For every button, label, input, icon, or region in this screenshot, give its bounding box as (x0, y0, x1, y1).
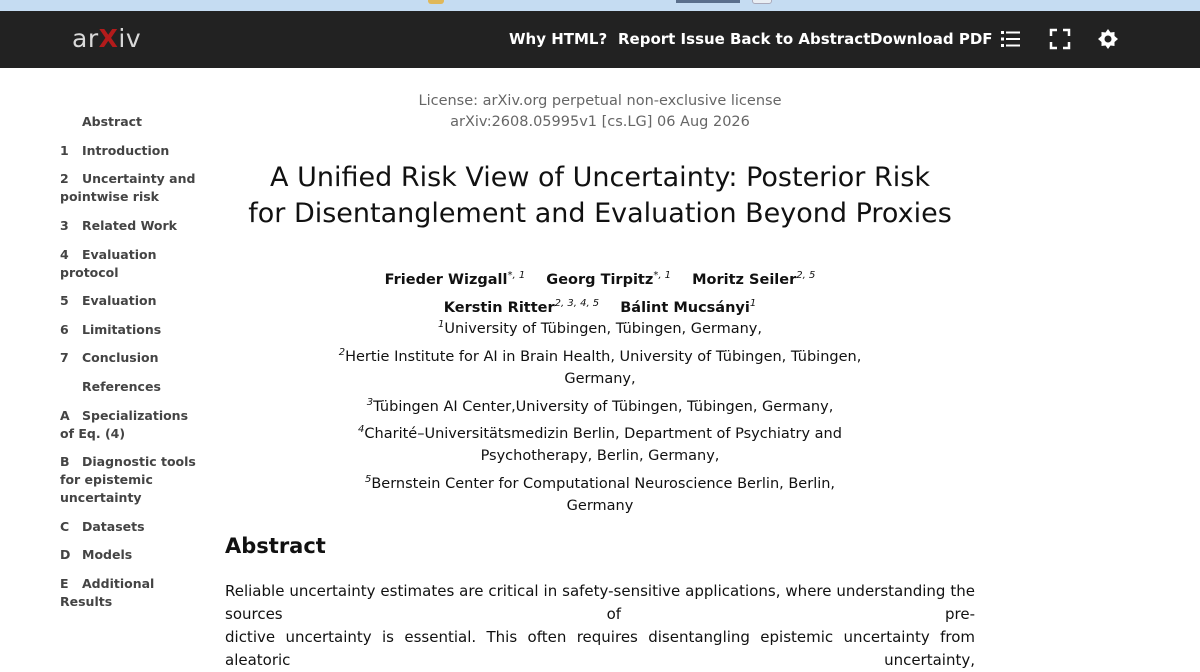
affil-sup: 3 (366, 396, 374, 408)
toc-label: Evaluation protocol (60, 247, 157, 280)
toc-number: 1 (60, 143, 69, 158)
abstract-line: Reliable uncertainty estimates are critical in safety-sensitive applications, where understanding the sources of pre- (225, 582, 975, 623)
affil-text: University of Tübingen, Tübingen, Germany, (444, 320, 762, 337)
toc-number: C (60, 519, 70, 534)
settings-icon[interactable] (1097, 28, 1119, 50)
toc-item-abstract[interactable] (60, 113, 200, 131)
toc-item-evaluation-protocol[interactable] (60, 246, 200, 282)
toc-label: Abstract (82, 114, 143, 129)
affil-text: Bernstein Center for Computational Neuroscience Berlin, Berlin, Germany (371, 476, 836, 515)
toc-item-conclusion[interactable] (60, 349, 200, 367)
toc-item-references[interactable] (60, 378, 200, 396)
author (546, 272, 671, 288)
affiliation (330, 419, 870, 467)
affil-text: Charité–Universitätsmedizin Berlin, Department of Psychiatry and Psychotherapy, Berlin, Germany, (364, 426, 842, 465)
paper-title (240, 160, 960, 232)
author-name: Moritz Seiler (692, 271, 797, 288)
toc-label: Conclusion (82, 350, 159, 365)
affil-sup: 5 (364, 474, 372, 486)
toc-number: 5 (60, 293, 69, 308)
author-affil-sup: 2, 5 (796, 270, 816, 281)
abstract-text (225, 580, 975, 672)
toc-label: Introduction (82, 143, 170, 158)
author-name: Kerstin Ritter (443, 299, 555, 316)
author-list (300, 264, 900, 320)
toc-label: Evaluation (82, 293, 157, 308)
author-name: Frieder Wizgall (384, 271, 508, 288)
toc-item-related-work[interactable] (60, 217, 200, 235)
toc-number: A (60, 408, 70, 423)
toc-label: Datasets (82, 519, 145, 534)
affil-text: Hertie Institute for AI in Brain Health, University of Tübingen, Tübingen, Germany, (345, 348, 862, 387)
abstract-heading: Abstract (225, 534, 326, 558)
toc-label: Limitations (82, 322, 162, 337)
toc-item-uncertainty[interactable] (60, 170, 200, 206)
title-line: A Unified Risk View of Uncertainty: Posterior Risk (270, 162, 930, 193)
toc-label: Additional Results (60, 576, 155, 609)
download-pdf-link[interactable]: Download PDF (870, 30, 993, 48)
fullscreen-icon[interactable] (1049, 28, 1071, 50)
toc-label: Specializations of Eq. (4) (60, 408, 189, 441)
author-name: Bálint Mucsányi (620, 299, 750, 316)
toc-number: 7 (60, 350, 69, 365)
toc-label: Diagnostic tools for epistemic uncertainty (60, 454, 196, 505)
notification-link[interactable] (676, 0, 740, 3)
toc-label: References (82, 379, 161, 394)
toc-number: B (60, 454, 70, 469)
author (692, 272, 815, 288)
toc-item-limitations[interactable] (60, 321, 200, 339)
toc-label: Related Work (82, 218, 177, 233)
report-issue-link[interactable]: Report Issue (618, 30, 725, 48)
author-affil-sup: 1 (749, 297, 757, 309)
affiliation (330, 314, 870, 340)
author-name: Georg Tirpitz (546, 271, 654, 288)
license-text: License: arXiv.org perpetual non-exclusive license (418, 93, 782, 109)
affil-sup: 1 (438, 319, 445, 330)
toc-item-evaluation[interactable] (60, 292, 200, 310)
toc-number: 6 (60, 322, 69, 337)
arxiv-logo[interactable]: arXiv (72, 24, 142, 53)
arxiv-id: arXiv:2608.05995v1 [cs.LG] 06 Aug 2026 (450, 114, 750, 130)
back-to-abstract-link[interactable]: Back to Abstract (730, 30, 871, 48)
affil-text: Tübingen AI Center,University of Tübingen, Tübingen, Germany, (373, 398, 834, 415)
notification-icon (428, 0, 444, 4)
toc-number: 2 (60, 171, 69, 186)
toc-item-appendix-c[interactable] (60, 518, 200, 536)
abstract-line: dictive uncertainty is essential. This often requires disentangling epistemic uncertainty from aleatoric uncertainty, (225, 628, 975, 669)
toc-number: E (60, 576, 69, 591)
affil-sup: 4 (358, 424, 365, 436)
toc-number: D (60, 547, 71, 562)
notification-close-button[interactable] (752, 0, 772, 4)
author-affil-sup: *, 1 (507, 270, 526, 281)
toc-item-introduction[interactable] (60, 142, 200, 160)
affiliation (330, 469, 870, 517)
why-html-link[interactable]: Why HTML? (509, 30, 608, 48)
affil-sup: 2 (338, 346, 346, 358)
browser-notification-strip (0, 0, 1200, 11)
affiliation (330, 392, 870, 418)
toc-number: 3 (60, 218, 69, 233)
toc-label: Models (82, 547, 133, 562)
toc-label: Uncertainty and pointwise risk (60, 171, 196, 204)
toc-item-appendix-b[interactable] (60, 453, 200, 507)
author (385, 272, 526, 288)
list-icon[interactable] (1000, 28, 1022, 50)
title-line: for Disentanglement and Evaluation Beyond Proxies (248, 198, 952, 229)
affiliation-list (330, 314, 870, 519)
author-affil-sup: *, 1 (653, 270, 672, 281)
affiliation (330, 342, 870, 390)
toc-number: 4 (60, 247, 69, 262)
navbar (0, 11, 1200, 68)
license-header (300, 91, 900, 133)
toc-item-appendix-a[interactable] (60, 407, 200, 443)
toc-item-appendix-d[interactable] (60, 546, 200, 564)
toc-item-appendix-e[interactable] (60, 575, 200, 611)
author-affil-sup: 2, 3, 4, 5 (554, 297, 600, 309)
